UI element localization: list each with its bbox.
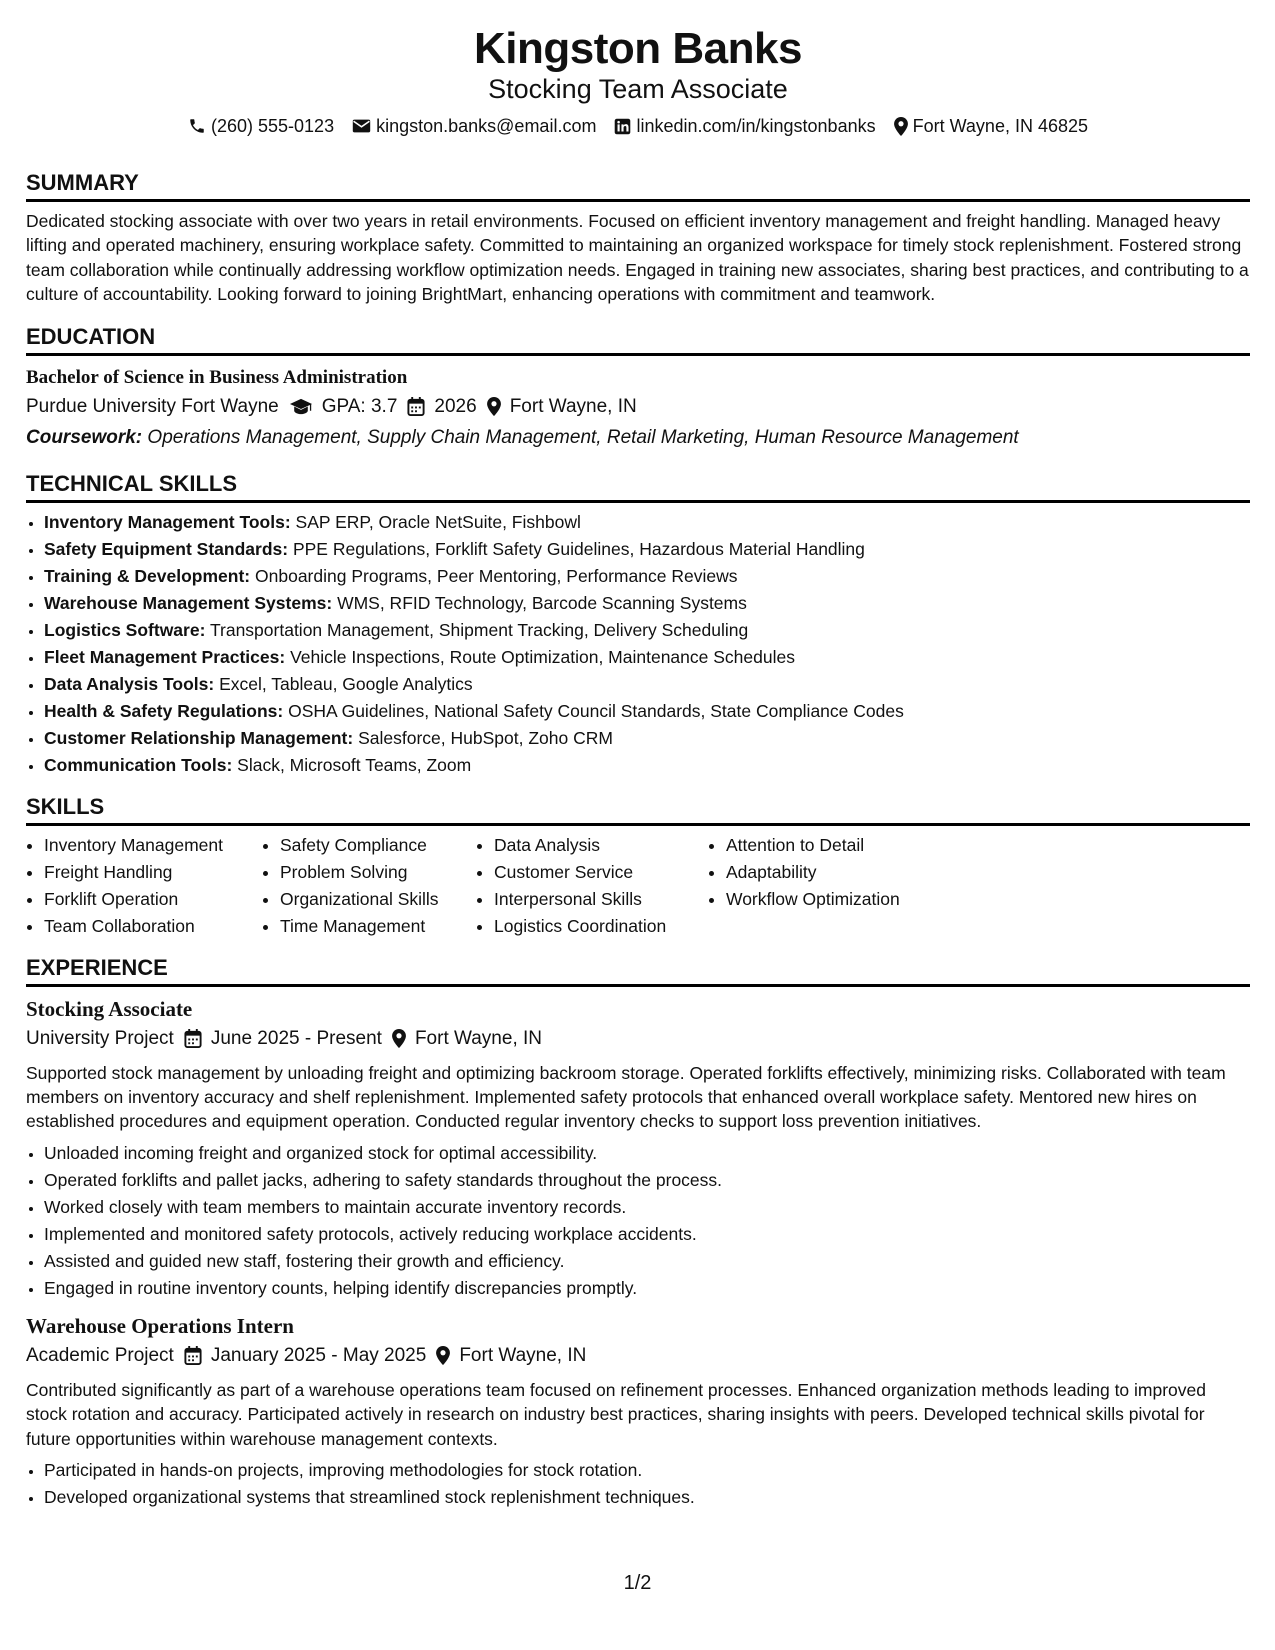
education-section [26,323,1250,452]
list-item: • Problem Solving [280,859,476,886]
map-pin-icon [392,1029,406,1048]
coursework-line [26,424,1250,452]
skill-label: Fleet Management Practices: [44,646,286,667]
job-location-text: Fort Wayne, IN [414,1027,542,1049]
school-name [26,393,279,421]
skill-value: Transportation Management, Shipment Tracking, Delivery Scheduling [209,619,749,640]
list-item: • Inventory Management [44,832,262,859]
skills-column [26,832,262,940]
resume-page [26,0,1250,1511]
linkedin-text: linkedin.com/in/kingstonbanks [636,116,876,136]
experience-section [26,954,1250,1511]
list-item: • Engaged in routine inventory counts, helping identify discrepancies promptly. [44,1275,1250,1302]
skill-value: WMS, RFID Technology, Barcode Scanning Systems [337,592,747,613]
list-item: • Logistics Coordination [494,913,708,940]
skills-section [26,793,1250,940]
job-title: Warehouse Operations Intern [26,1313,294,1338]
list-item: • Workflow Optimization [726,886,946,913]
list-item [44,752,1250,779]
skill-value: Slack, Microsoft Teams, Zoom [237,754,472,775]
list-item: • Developed organizational systems that streamlined stock replenishment techniques. [44,1484,1250,1511]
list-item: • Unloaded incoming freight and organized stock for optimal accessibility. [44,1140,1250,1167]
skill-label: Customer Relationship Management: [44,727,354,748]
edu-location-item [487,393,637,421]
list-item: • Interpersonal Skills [494,886,708,913]
job-bullets [26,1457,1250,1511]
candidate-name: Kingston Banks [474,24,802,73]
skills-column [262,832,476,940]
job-org [26,1342,174,1370]
email-text: kingston.banks@email.com [376,116,597,136]
list-item: • Participated in hands-on projects, improving methodologies for stock rotation. [44,1457,1250,1484]
skill-value: Salesforce, HubSpot, Zoho CRM [358,727,613,748]
page-number: 1/2 [623,1572,652,1594]
envelope-icon [352,118,371,134]
technical-skills-list [26,509,1250,779]
list-item: • Worked closely with team members to maintain accurate inventory records. [44,1194,1250,1221]
skills-column [708,832,946,940]
list-item: • Attention to Detail [726,832,946,859]
phone-icon [188,117,206,135]
list-item: • Operated forklifts and pallet jacks, adhering to safety standards throughout the process. [44,1167,1250,1194]
experience-heading: EXPERIENCE [26,954,1250,987]
list-item [44,644,1250,671]
list-item [44,671,1250,698]
coursework-label: Coursework: [26,426,143,448]
candidate-title: Stocking Team Associate [488,74,788,104]
summary-text: Dedicated stocking associate with over two years in retail environments. Focused on efficient inventory management and freight handling. Managed heavy lifting and operated machinery, ensuring workplace safety. Committed to maintaining an organized workspace for timely stock replenishment. Fostered strong team collaboration while continually addressing workflow optimization needs. Engaged in training new associates, sharing best practices, and contributing to a culture of accountability. Looking forward to joining BrightMart, enhancing operations with commitment and teamwork. [26,211,1249,305]
education-heading: EDUCATION [26,323,1250,356]
list-item: • Customer Service [494,859,708,886]
skill-value: PPE Regulations, Forklift Safety Guidelines, Hazardous Material Handling [292,538,865,559]
contact-row [26,114,1250,138]
map-pin-icon [436,1346,450,1365]
skill-label: Training & Development: [44,565,251,586]
list-item [44,725,1250,752]
technical-skills-heading: TECHNICAL SKILLS [26,470,1250,503]
skill-value: OSHA Guidelines, National Safety Council Standards, State Compliance Codes [288,700,904,721]
dates-text: June 2025 - Present [210,1027,382,1049]
list-item: • Time Management [280,913,476,940]
job-meta [26,1342,1250,1370]
skill-label: Communication Tools: [44,754,233,775]
skill-label: Safety Equipment Standards: [44,538,289,559]
phone-text: (260) 555-0123 [210,116,335,136]
list-item: • Organizational Skills [280,886,476,913]
calendar-icon [184,1346,202,1365]
coursework-text: Operations Management, Supply Chain Management, Retail Marketing, Human Resource Management [147,426,1019,448]
org-text: University Project [26,1027,174,1049]
degree-name: Bachelor of Science in Business Administration [26,366,408,388]
gpa-item [289,393,398,421]
skill-label: Health & Safety Regulations: [44,700,284,721]
education-meta [26,393,1250,421]
contact-linkedin[interactable] [614,114,875,138]
job-location [436,1342,586,1370]
dates-text: January 2025 - May 2025 [210,1344,427,1366]
technical-skills-section [26,470,1250,779]
list-item [44,617,1250,644]
job-description: Contributed significantly as part of a warehouse operations team focused on refinement processes. Enhanced organization methods leading to improved stock rotation and accuracy. Participated actively in research on industry best practices, sharing insights with peers. Developed technical skills pivotal for future opportunities within warehouse management contexts. [26,1379,1207,1449]
job-bullets [26,1140,1250,1302]
skill-label: Inventory Management Tools: [44,511,291,532]
skill-value: Excel, Tableau, Google Analytics [219,673,473,694]
skills-heading: SKILLS [26,793,1250,826]
skills-column [476,832,708,940]
school-text: Purdue University Fort Wayne [26,395,279,417]
contact-phone [188,114,334,138]
job-entry [26,1312,1250,1511]
list-item: • Forklift Operation [44,886,262,913]
contact-email[interactable] [352,114,596,138]
summary-section [26,169,1250,307]
year-item [407,393,476,421]
skill-value: SAP ERP, Oracle NetSuite, Fishbowl [295,511,581,532]
skills-grid [26,832,1250,940]
list-item [44,536,1250,563]
calendar-icon [407,397,425,416]
list-item: • Team Collaboration [44,913,262,940]
job-location-text: Fort Wayne, IN [459,1344,587,1366]
year-text: 2026 [434,395,477,417]
skill-label: Logistics Software: [44,619,206,640]
list-item: • Assisted and guided new staff, fostering their growth and efficiency. [44,1248,1250,1275]
skill-value: Onboarding Programs, Peer Mentoring, Performance Reviews [255,565,738,586]
job-title: Stocking Associate [26,996,193,1021]
contact-location [894,114,1088,138]
skill-label: Warehouse Management Systems: [44,592,333,613]
list-item [44,590,1250,617]
resume-header [26,22,1250,138]
list-item [44,563,1250,590]
linkedin-icon [614,118,631,135]
location-text: Fort Wayne, IN 46825 [912,116,1089,136]
job-dates [184,1025,382,1053]
map-pin-icon [487,397,501,416]
edu-location-text: Fort Wayne, IN [509,395,637,417]
calendar-icon [184,1029,202,1048]
list-item: • Data Analysis [494,832,708,859]
summary-heading: SUMMARY [26,169,1250,202]
job-location [392,1025,542,1053]
org-text: Academic Project [26,1344,174,1366]
job-description: Supported stock management by unloading freight and optimizing backroom storage. Operated forklifts effectively, minimizing risks. Collaborated with team members on inventory accuracy and shelf replenishment. Implemented safety protocols that enhanced overall workplace safety. Mentored new hires on established procedures and equipment operation. Conducted regular inventory checks to support loss prevention initiatives. [26,1062,1226,1132]
list-item [44,698,1250,725]
map-pin-icon [894,117,908,136]
skill-label: Data Analysis Tools: [44,673,215,694]
list-item: • Safety Compliance [280,832,476,859]
job-meta [26,1025,1250,1053]
list-item: • Freight Handling [44,859,262,886]
job-org [26,1025,174,1053]
list-item: • Implemented and monitored safety protocols, actively reducing workplace accidents. [44,1221,1250,1248]
graduation-cap-icon [289,398,313,415]
skill-value: Vehicle Inspections, Route Optimization, Maintenance Schedules [290,646,795,667]
list-item: • Adaptability [726,859,946,886]
gpa-text: GPA: 3.7 [321,395,398,417]
job-dates [184,1342,426,1370]
list-item [44,509,1250,536]
job-entry [26,995,1250,1302]
